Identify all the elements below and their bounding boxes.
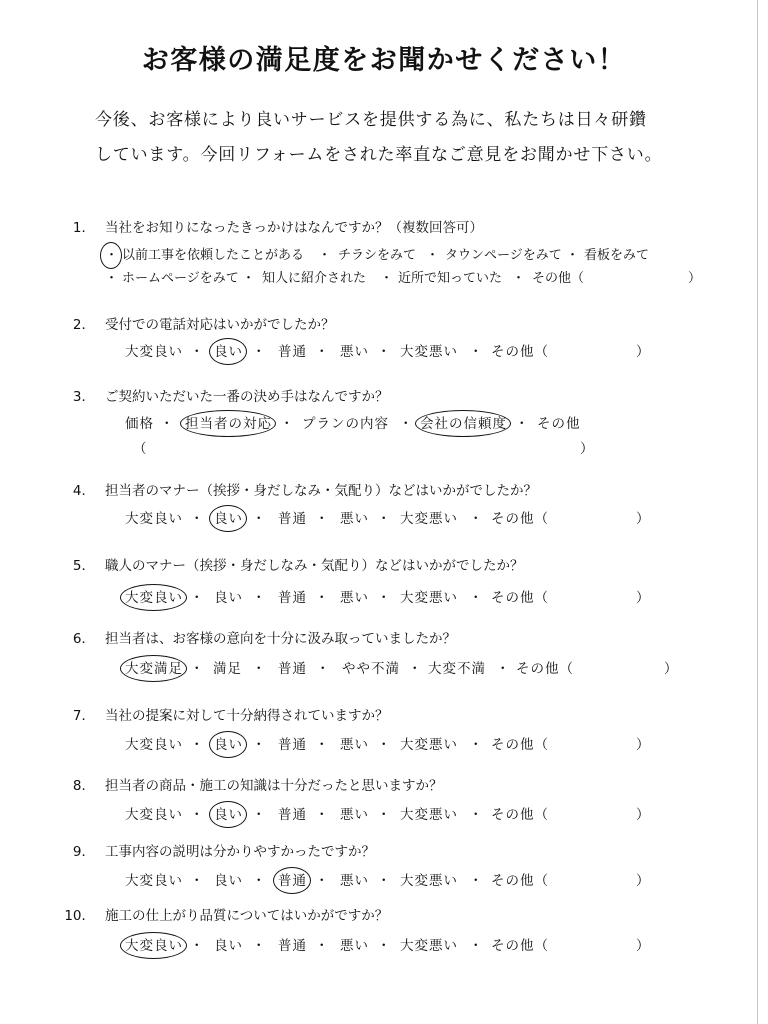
answer-row [0, 937, 768, 955]
question-text: 当社をお知りになったきっかけはなんですか？（複数回答可） [105, 220, 483, 236]
option-separator: ・ [190, 590, 205, 606]
option-separator: ・ [408, 661, 423, 677]
other-close-paren: ） [636, 737, 651, 753]
option-label: 大変良い [125, 807, 183, 823]
option-label: 大変良い [125, 737, 183, 753]
answer-row [0, 510, 768, 528]
option-separator: ・ [252, 661, 267, 677]
other-close-paren: ） [580, 441, 595, 457]
option-bullet: ・ [566, 248, 580, 263]
answer-row [0, 589, 768, 607]
option-separator: ・ [315, 737, 330, 753]
answer-row [0, 440, 768, 458]
other-label: その他 [537, 416, 581, 432]
answer-row [0, 247, 768, 265]
option-separator: ・ [469, 737, 484, 753]
option-label: 悪い [340, 737, 369, 753]
option-bullet: ・ [105, 248, 119, 263]
question-text: 受付での電話対応はいかがでしたか？ [105, 317, 335, 333]
option-separator: ・ [252, 873, 267, 889]
other-close-paren: ） [636, 807, 651, 823]
option-label: 普通 [278, 737, 307, 753]
answer-row [0, 343, 768, 361]
option-label: 大変悪い [400, 873, 458, 889]
question-number: 9． [72, 844, 95, 860]
option-separator: ・ [377, 807, 392, 823]
option-separator: ・ [469, 873, 484, 889]
option-separator: ・ [190, 938, 205, 954]
option-label: 大変悪い [400, 807, 458, 823]
option-separator: ・ [252, 344, 267, 360]
question-text: 職人のマナー（挨拶・身だしなみ・気配り）などはいかがでしたか？ [105, 558, 524, 574]
option-separator: ・ [315, 873, 330, 889]
other-close-paren: ） [664, 661, 679, 677]
option-label: 普通 [278, 873, 307, 889]
option-label: 大変満足 [125, 661, 183, 677]
option-separator: ・ [190, 511, 205, 527]
option-label: タウンページをみて [445, 248, 562, 263]
option-separator: ・ [315, 344, 330, 360]
option-label: 満足 [213, 661, 242, 677]
option-label: 普通 [278, 511, 307, 527]
option-label: 大変良い [125, 590, 183, 606]
option-separator: ・ [252, 511, 267, 527]
option-label: 大変良い [125, 344, 183, 360]
other-label: その他（ [491, 873, 549, 889]
other-label: その他（ [491, 938, 549, 954]
option-label: 近所で知っていた [398, 271, 503, 286]
option-separator: ・ [377, 873, 392, 889]
other-label: その他（ [491, 807, 549, 823]
option-separator: ・ [377, 590, 392, 606]
option-separator: ・ [469, 590, 484, 606]
option-bullet: ・ [318, 248, 332, 263]
option-label: 良い [214, 807, 243, 823]
question-number: 4． [72, 483, 95, 499]
option-label: 大変良い [125, 873, 183, 889]
survey-title: お客様の満足度をお聞かせください！ [141, 45, 627, 76]
option-bullet: ・ [512, 271, 526, 286]
option-label: やや不満 [342, 661, 400, 677]
option-separator: ・ [252, 590, 267, 606]
option-label: 担当者の対応 [185, 416, 272, 432]
option-separator: ・ [377, 511, 392, 527]
option-label: 普通 [278, 344, 307, 360]
option-separator: ・ [377, 344, 392, 360]
question-text: ご契約いただいた一番の決め手はなんですか？ [105, 389, 389, 405]
option-bullet: ・ [105, 271, 119, 286]
question-number: 7． [72, 708, 95, 724]
option-separator: ・ [315, 511, 330, 527]
option-label: 以前工事を依頼したことがある [122, 248, 305, 263]
option-separator: ・ [252, 737, 267, 753]
option-separator: ・ [515, 416, 530, 432]
option-label: 看板をみて [584, 248, 650, 263]
option-separator: ・ [315, 590, 330, 606]
other-close-paren: ） [636, 873, 651, 889]
option-label: ホームページをみて [122, 271, 239, 286]
option-label: 大変悪い [400, 590, 458, 606]
question-text: 担当者の商品・施工の知識は十分だったと思いますか？ [105, 778, 443, 794]
option-label: 良い [214, 873, 243, 889]
question-number: 5． [72, 558, 95, 574]
option-label: 悪い [340, 590, 369, 606]
other-close-paren: ） [636, 938, 651, 954]
answer-row [0, 415, 768, 433]
option-separator: ・ [377, 938, 392, 954]
option-separator: ・ [190, 344, 205, 360]
option-separator: ・ [252, 807, 267, 823]
answer-row [0, 270, 768, 288]
option-separator: ・ [190, 873, 205, 889]
other-label: その他（ [491, 344, 549, 360]
option-label: 良い [214, 590, 243, 606]
question-number: 1． [72, 220, 95, 236]
question-text: 担当者のマナー（挨拶・身だしなみ・気配り）などはいかがでしたか？ [105, 483, 537, 499]
option-separator: ・ [469, 344, 484, 360]
option-separator: ・ [469, 807, 484, 823]
option-separator: ・ [190, 661, 205, 677]
option-label: 普通 [278, 590, 307, 606]
option-label: 普通 [278, 938, 307, 954]
other-label: その他（ [491, 590, 549, 606]
option-label: 悪い [340, 938, 369, 954]
option-label: 大変悪い [400, 938, 458, 954]
option-label: 普通 [278, 661, 307, 677]
option-label: 大変悪い [400, 737, 458, 753]
question-text: 担当者は、お客様の意向を十分に汲み取っていましたか？ [105, 631, 456, 647]
option-label: 大変良い [125, 938, 183, 954]
option-label: 普通 [278, 807, 307, 823]
option-separator: ・ [315, 938, 330, 954]
option-label: 価格 [125, 416, 154, 432]
scan-edge-line [757, 0, 758, 1024]
other-close-paren: ） [688, 271, 702, 286]
option-label: プランの内容 [302, 416, 389, 432]
option-label: 良い [214, 344, 243, 360]
answer-row [0, 660, 768, 678]
intro-line-2: しています。今回リフォームをされた率直なご意見をお聞かせ下さい。 [95, 145, 663, 165]
option-label: 会社の信頼度 [420, 416, 507, 432]
option-separator: ・ [252, 938, 267, 954]
question-number: 8． [72, 778, 95, 794]
option-separator: ・ [190, 737, 205, 753]
option-label: 大変悪い [400, 344, 458, 360]
other-label: その他（ [491, 511, 549, 527]
question-number: 10． [64, 908, 95, 924]
option-label: 良い [214, 511, 243, 527]
question-text: 当社の提案に対して十分納得されていますか？ [105, 708, 389, 724]
option-label: 大変良い [125, 511, 183, 527]
option-separator: ・ [469, 938, 484, 954]
option-separator: ・ [315, 807, 330, 823]
option-label: 悪い [340, 511, 369, 527]
answer-row [0, 872, 768, 890]
option-label: 大変悪い [400, 511, 458, 527]
option-label: 悪い [340, 344, 369, 360]
intro-line-1: 今後、お客様により良いサービスを提供する為に、私たちは日々研鑽 [95, 110, 647, 130]
option-separator: ・ [496, 661, 511, 677]
option-separator: ・ [377, 737, 392, 753]
option-separator: ・ [190, 807, 205, 823]
option-separator: ・ [316, 661, 331, 677]
option-bullet: ・ [426, 248, 440, 263]
option-label: 悪い [340, 873, 369, 889]
option-separator: ・ [280, 416, 295, 432]
question-number: 6． [72, 631, 95, 647]
other-label: その他（ [532, 271, 585, 286]
other-close-paren: ） [636, 511, 651, 527]
option-bullet: ・ [242, 271, 256, 286]
option-label: 悪い [340, 807, 369, 823]
other-label: その他（ [491, 737, 549, 753]
question-text: 施工の仕上がり品質についてはいかがですか？ [105, 908, 389, 924]
option-label: 良い [214, 737, 243, 753]
option-separator: ・ [399, 416, 414, 432]
option-separator: ・ [469, 511, 484, 527]
answer-row [0, 806, 768, 824]
option-label: 知人に紹介された [262, 271, 367, 286]
option-label: 良い [214, 938, 243, 954]
question-number: 2． [72, 317, 95, 333]
option-separator: ・ [160, 416, 175, 432]
option-bullet: ・ [380, 271, 394, 286]
answer-row [0, 736, 768, 754]
other-close-paren: ） [636, 344, 651, 360]
option-label: 大変不満 [428, 661, 486, 677]
other-label: その他（ [516, 661, 574, 677]
option-label: チラシをみて [338, 248, 417, 263]
other-open-paren: （ [133, 441, 148, 457]
question-number: 3． [72, 389, 95, 405]
question-text: 工事内容の説明は分かりやすかったですか？ [105, 844, 375, 860]
other-close-paren: ） [636, 590, 651, 606]
